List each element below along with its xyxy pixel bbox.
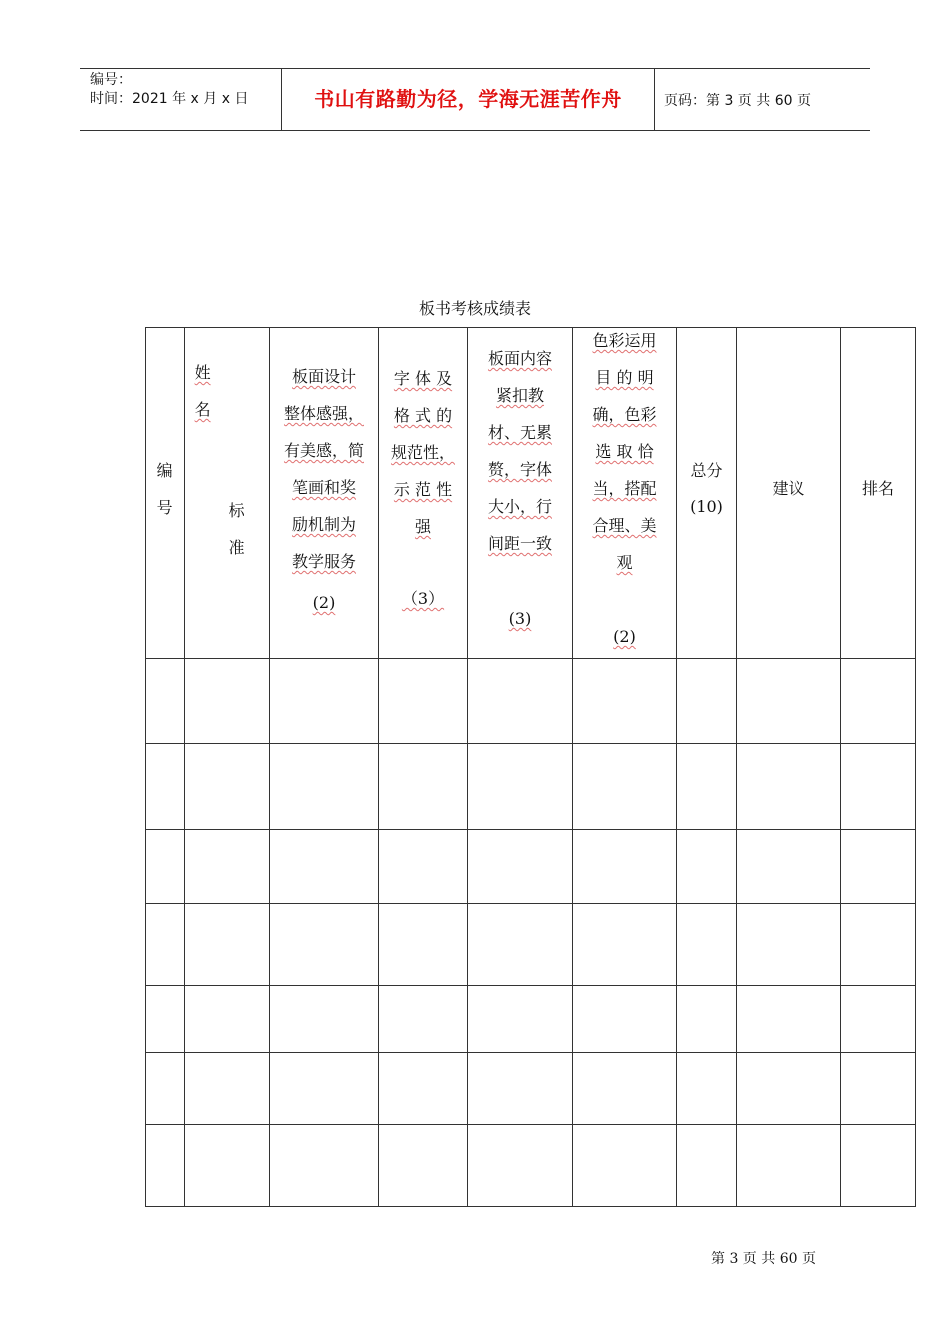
table-cell — [146, 744, 185, 830]
table-cell — [146, 1053, 185, 1125]
table-cell — [185, 1053, 270, 1125]
table-cell — [379, 659, 468, 744]
table-cell — [146, 1125, 185, 1207]
table-title: 板书考核成绩表 — [418, 299, 531, 318]
header-design-score: (2) — [312, 593, 336, 612]
table-cell — [468, 1125, 573, 1207]
header-total-score: (10) — [690, 497, 723, 516]
table-cell — [185, 1125, 270, 1207]
table-cell — [841, 830, 916, 904]
header-motto: 书山有路勤为径，学海无涯苦作舟 — [314, 87, 622, 111]
criteria-line: 板面内容 — [487, 349, 552, 368]
table-cell — [146, 830, 185, 904]
criteria-line: 有美感，简 — [283, 441, 364, 460]
table-cell — [379, 744, 468, 830]
header-content — [468, 328, 573, 659]
header-number-label: 编号 — [156, 461, 173, 517]
table-cell — [841, 986, 916, 1053]
criteria-line: 笔画和奖 — [291, 478, 356, 497]
table-cell — [737, 1053, 841, 1125]
table-cell — [677, 830, 737, 904]
table-row — [146, 830, 916, 904]
header-rank — [841, 328, 916, 659]
table-row — [146, 904, 916, 986]
criteria-line: 当，搭配 — [592, 479, 657, 498]
table-cell — [737, 1125, 841, 1207]
document-date: 时间：2021 年 x 月 x 日 — [90, 91, 249, 107]
table-cell — [468, 1053, 573, 1125]
header-meta — [90, 71, 248, 109]
header-font — [379, 328, 468, 659]
table-cell — [841, 659, 916, 744]
criteria-line: 整体感强， — [283, 404, 364, 423]
table-cell — [841, 1125, 916, 1207]
table-cell — [379, 904, 468, 986]
table-cell — [468, 986, 573, 1053]
criteria-line: 确，色彩 — [592, 405, 657, 424]
table-cell — [468, 659, 573, 744]
table-cell — [737, 830, 841, 904]
header-total — [677, 328, 737, 659]
criteria-line: 示 范 性 — [393, 480, 453, 499]
table-cell — [379, 830, 468, 904]
table-cell — [841, 904, 916, 986]
table-cell — [379, 1125, 468, 1207]
table-cell — [677, 744, 737, 830]
table-cell — [573, 1053, 677, 1125]
criteria-line: 观 — [616, 553, 633, 572]
table-cell — [185, 986, 270, 1053]
table-cell — [573, 659, 677, 744]
header-advice-label: 建议 — [772, 479, 805, 498]
criteria-line: 强 — [414, 517, 431, 536]
criteria-line: 规范性， — [390, 443, 455, 462]
criteria-line: 大小，行 — [487, 497, 552, 516]
header-name-label: 姓名 — [194, 363, 211, 419]
table-cell — [841, 1053, 916, 1125]
header-page-info: 页码：第 3 页 共 60 页 — [664, 93, 811, 109]
table-cell — [270, 659, 379, 744]
table-cell — [573, 904, 677, 986]
table-cell — [185, 830, 270, 904]
table-cell — [270, 904, 379, 986]
table-row — [146, 1125, 916, 1207]
table-cell — [270, 830, 379, 904]
criteria-line: 间距一致 — [487, 534, 552, 553]
header-font-score: （3） — [401, 589, 445, 608]
header-divider — [654, 69, 655, 130]
score-table — [145, 327, 916, 1207]
document-number-label: 编号： — [90, 72, 132, 88]
table-cell — [379, 1053, 468, 1125]
header-number — [146, 328, 185, 659]
table-cell — [573, 1125, 677, 1207]
header-advice — [737, 328, 841, 659]
header-design — [270, 328, 379, 659]
table-row — [146, 659, 916, 744]
table-cell — [677, 1125, 737, 1207]
table-cell — [841, 744, 916, 830]
criteria-line: 励机制为 — [291, 515, 356, 534]
header-color-score: (2) — [613, 627, 636, 646]
table-cell — [677, 986, 737, 1053]
table-row — [146, 1053, 916, 1125]
table-cell — [573, 986, 677, 1053]
table-cell — [185, 659, 270, 744]
table-cell — [146, 986, 185, 1053]
criteria-line: 紧扣教 — [495, 386, 544, 405]
table-cell — [146, 904, 185, 986]
table-cell — [737, 986, 841, 1053]
header-name-standard — [185, 328, 270, 659]
table-cell — [468, 830, 573, 904]
header-color-criteria — [573, 322, 676, 581]
criteria-line: 教学服务 — [291, 552, 356, 571]
table-cell — [737, 659, 841, 744]
criteria-line: 赘，字体 — [487, 460, 552, 479]
table-cell — [677, 659, 737, 744]
header-color — [573, 328, 677, 659]
table-cell — [737, 904, 841, 986]
header-content-criteria — [468, 340, 572, 562]
header-content-score: (3) — [508, 609, 532, 628]
table-cell — [185, 904, 270, 986]
table-cell — [737, 744, 841, 830]
table-cell — [677, 904, 737, 986]
criteria-line: 材、无累 — [487, 423, 552, 442]
criteria-line: 格 式 的 — [393, 406, 453, 425]
header-total-label: 总分 — [690, 461, 723, 480]
criteria-line: 字 体 及 — [393, 369, 453, 388]
table-cell — [270, 1053, 379, 1125]
table-cell — [270, 744, 379, 830]
table-cell — [677, 1053, 737, 1125]
criteria-line: 选 取 恰 — [595, 442, 654, 461]
table-cell — [468, 744, 573, 830]
header-row — [146, 328, 916, 659]
criteria-line: 色彩运用 — [592, 331, 657, 350]
criteria-line: 合理、美 — [592, 516, 657, 535]
table-cell — [379, 986, 468, 1053]
header-standard-label: 标准 — [228, 501, 245, 557]
criteria-line: 板面设计 — [291, 367, 356, 386]
table-row — [146, 744, 916, 830]
table-cell — [468, 904, 573, 986]
page-header — [80, 68, 870, 131]
table-cell — [573, 744, 677, 830]
header-rank-label: 排名 — [861, 479, 894, 498]
page-footer: 第 3 页 共 60 页 — [711, 1251, 816, 1267]
criteria-line: 目 的 明 — [595, 368, 654, 387]
table-cell — [270, 986, 379, 1053]
table-row — [146, 986, 916, 1053]
header-font-criteria — [379, 360, 467, 545]
header-design-criteria — [270, 358, 378, 580]
table-cell — [146, 659, 185, 744]
table-cell — [270, 1125, 379, 1207]
table-cell — [185, 744, 270, 830]
table-cell — [573, 830, 677, 904]
